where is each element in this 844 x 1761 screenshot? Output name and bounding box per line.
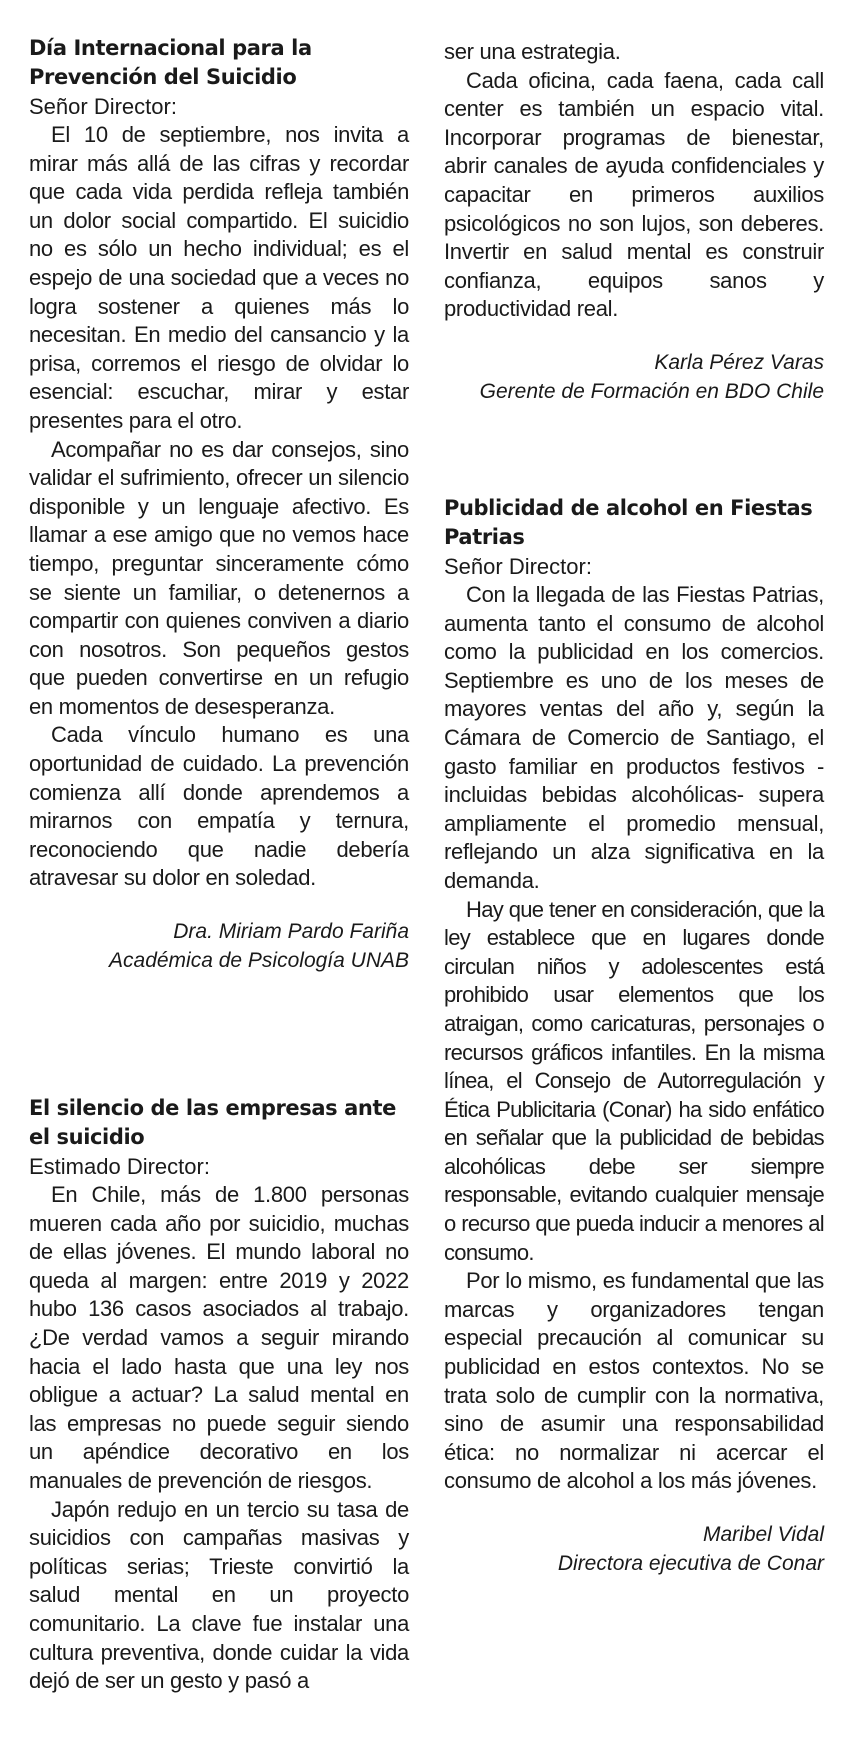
letter-paragraph: Acompañar no es dar consejos, sino validar el sufrimiento, ofrecer un silencio disponible y un lenguaje afectivo. Es llamar a ese amigo que no vemos hace tiempo, preguntar sinceramente cómo se siente un familiar, o detenernos a compartir con quienes conviven a diario con nosotros. Son pequeños gestos que pueden convertirse en un refugio en momentos de desesperanza. xyxy=(29,436,409,719)
letter-author: Dra. Miriam Pardo Fariña xyxy=(173,920,409,944)
letter-paragraph: Japón redujo en un tercio su tasa de suicidios con campañas masivas y políticas serias; Trieste convirtió la salud mental en un proyecto comunitario. La clave fue instalar una cultura preventiva, donde cuidar la vida dejó de ser un gesto y pasó a xyxy=(29,1496,409,1694)
letter-salutation: Señor Director: xyxy=(29,94,177,119)
letter-alcohol-advertising xyxy=(444,494,824,1578)
letter-salutation: Señor Director: xyxy=(444,554,592,579)
letter-paragraph-continued: ser una estrategia. xyxy=(444,39,621,64)
letter-paragraph: En Chile, más de 1.800 personas mueren cada año por suicidio, muchas de ellas jóvenes. El mundo laboral no queda al margen: entre 2019 y 2022 hubo 136 casos asociados al trabajo. ¿De verdad vamos a seguir mirando hacia el lado hasta que una ley nos obligue a actuar? La salud mental en las empresas no puede seguir siendo un apéndice decorativo en los manuales de prevención de riesgos. xyxy=(29,1182,409,1493)
letter-paragraph: Hay que tener en consideración, que la ley establece que en lugares donde circulan niños y adolescentes está prohibido usar elementos que los atraigan, como caricaturas, personajes o recursos gráficos infantiles. En la misma línea, el Consejo de Autorregulación y Ética Publicitaria (Conar) ha sido enfático en señalar que la publicidad de bebidas alcohólicas debe ser siempre responsable, evitando cualquier mensaje o recurso que pueda inducir a menores al consumo. xyxy=(444,896,824,1265)
letter-suicide-prevention-day xyxy=(29,34,409,975)
letter-author: Karla Pérez Varas xyxy=(654,350,824,374)
letter-salutation: Estimado Director: xyxy=(29,1154,210,1179)
letter-headline: Día Internacional para la Prevención del Suicidio xyxy=(29,36,312,89)
letter-author-role: Académica de Psicología UNAB xyxy=(109,949,409,973)
letter-paragraph: Con la llegada de las Fiestas Patrias, aumenta tanto el consumo de alcohol como la publicidad en los comercios. Septiembre es uno de los meses de mayores ventas del año y, según la Cámara de Comercio de Santiago, el gasto familiar en productos festivos -incluidas bebidas alcohólicas- supera ampliamente el promedio mensual, reflejando un alza significativa en la demanda. xyxy=(444,582,824,893)
letter-paragraph: Por lo mismo, es fundamental que las marcas y organizadores tengan especial precaución al comunicar su publicidad en estos contextos. No se trata solo de cumplir con la normativa, sino de asumir una responsabilidad ética: no normalizar ni acercar el consumo de alcohol a los más jóvenes. xyxy=(444,1268,824,1494)
letter-paragraph: Cada oficina, cada faena, cada call center es también un espacio vital. Incorporar programas de bienestar, abrir canales de ayuda confidenciales y capacitar en primeros auxilios psicológicos no son lujos, son deberes. Invertir en salud mental es construir confianza, equipos sanos y productividad real. xyxy=(444,67,824,322)
letter-headline: El silencio de las empresas ante el suicidio xyxy=(29,1096,396,1149)
letter-companies-silence-part2 xyxy=(444,38,824,406)
letter-author: Maribel Vidal xyxy=(702,1523,824,1546)
letter-companies-silence-part1 xyxy=(29,1094,409,1696)
letter-paragraph: Cada vínculo humano es una oportunidad de cuidado. La prevención comienza allí donde aprendemos a mirarnos con empatía y ternura, reconociendo que nadie debería atravesar su dolor en soledad. xyxy=(29,722,409,891)
letter-author-role: Directora ejecutiva de Conar xyxy=(557,1552,824,1575)
letter-paragraph: El 10 de septiembre, nos invita a mirar más allá de las cifras y recordar que cada vida perdida refleja también un dolor social compartido. El suicidio no es sólo un hecho individual; es el espejo de una sociedad que a veces no logra sostener a quienes más lo necesitan. En medio del cansancio y la prisa, corremos el riesgo de olvidar lo esencial: escuchar, mirar y estar presentes para el otro. xyxy=(29,122,409,433)
letter-author-role: Gerente de Formación en BDO Chile xyxy=(479,379,824,403)
letter-headline: Publicidad de alcohol en Fiestas Patrias xyxy=(444,496,813,549)
